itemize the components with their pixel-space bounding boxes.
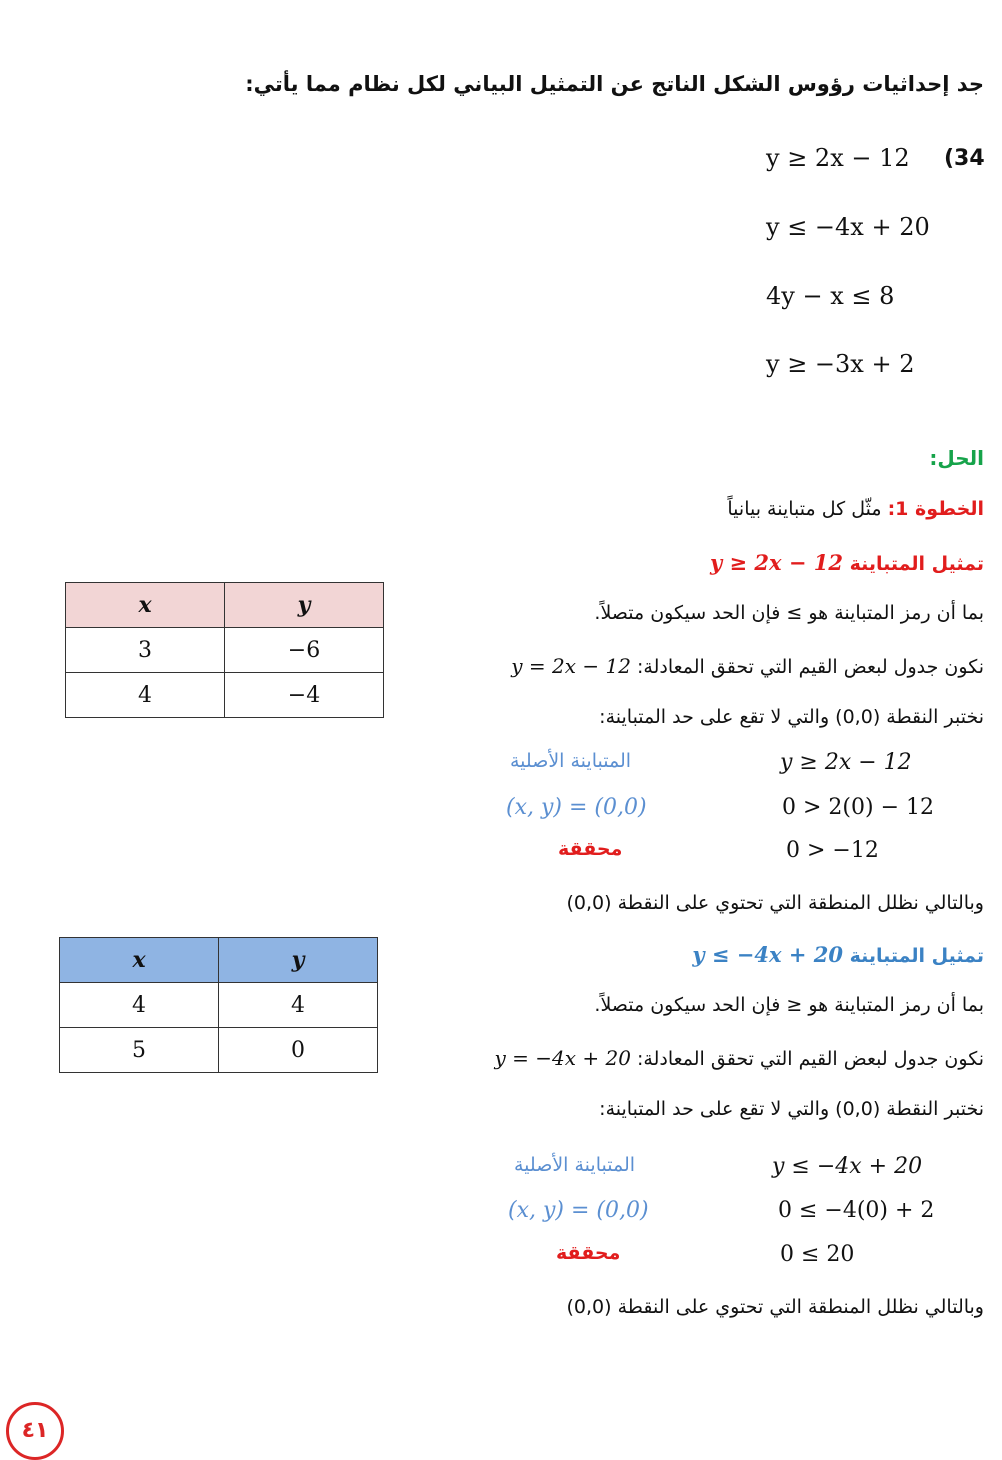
table-header-row <box>66 583 384 628</box>
part2-title <box>692 942 984 967</box>
part2-row3-math: 0 ≤ 20 <box>780 1242 855 1267</box>
part1-conclusion: وبالتالي نظلل المنطقة التي تحتوي على النقطة (0,0) <box>566 892 984 914</box>
part2-row2-label: (x, y) = (0,0) <box>508 1198 649 1223</box>
part1-row2-label: (x, y) = (0,0) <box>506 795 647 820</box>
part1-row3-math: 0 > −12 <box>786 838 879 863</box>
part2-row2-math: 0 ≤ −4(0) + 2 <box>778 1198 935 1223</box>
part1-row1-label: المتباينة الأصلية <box>510 750 632 772</box>
part2-values-table <box>59 937 378 1073</box>
table-cell: 5 <box>60 1028 219 1073</box>
part1-boundary-text: بما أن رمز المتباينة هو ≥ فإن الحد سيكون متصلاً. <box>594 602 984 624</box>
part1-title <box>710 550 984 575</box>
part1-values-table <box>65 582 384 718</box>
part1-test-text: نختبر النقطة (0,0) والتي لا تقع على حد المتباينة: <box>599 706 984 728</box>
table-cell: 3 <box>66 628 225 673</box>
part2-title-math: y ≤ −4x + 20 <box>692 942 843 967</box>
table-header-x: x <box>66 583 225 628</box>
system-inequality-4: y ≥ −3x + 2 <box>766 350 915 378</box>
step1-label: الخطوة 1: <box>887 498 984 520</box>
part1-title-text: تمثيل المتباينة <box>849 553 984 575</box>
part2-row1-label: المتباينة الأصلية <box>514 1154 636 1176</box>
part1-row1-math: y ≥ 2x − 12 <box>780 750 912 775</box>
part2-boundary-text: بما أن رمز المتباينة هو ≤ فإن الحد سيكون متصلاً. <box>594 994 984 1016</box>
table-header-x: x <box>60 938 219 983</box>
page-number-badge: ٤١ <box>6 1402 64 1460</box>
question-prompt: جد إحداثيات رؤوس الشكل الناتج عن التمثيل البياني لكل نظام مما يأتي: <box>245 72 984 96</box>
part2-equation: y = −4x + 20 <box>494 1046 631 1070</box>
table-row <box>66 628 384 673</box>
table-header-y: y <box>225 583 384 628</box>
part1-table-text-line <box>511 654 984 678</box>
question-number: (34 <box>944 146 985 171</box>
part1-row3-label: محققة <box>558 838 623 860</box>
part1-row2-math: 0 > 2(0) − 12 <box>782 795 934 820</box>
part2-conclusion: وبالتالي نظلل المنطقة التي تحتوي على النقطة (0,0) <box>566 1296 984 1318</box>
part2-table-text-line <box>494 1046 984 1070</box>
table-header-row <box>60 938 378 983</box>
table-cell: 4 <box>219 983 378 1028</box>
solution-heading: الحل: <box>929 446 984 470</box>
part2-row1-math: y ≤ −4x + 20 <box>772 1154 923 1179</box>
system-inequality-3: 4y − x ≤ 8 <box>766 282 895 310</box>
part2-title-text: تمثيل المتباينة <box>849 945 984 967</box>
step1-text: مثّل كل متباينة بيانياً <box>727 498 882 520</box>
part2-test-text: نختبر النقطة (0,0) والتي لا تقع على حد المتباينة: <box>599 1098 984 1120</box>
table-cell: 0 <box>219 1028 378 1073</box>
table-cell: 4 <box>60 983 219 1028</box>
table-row <box>60 983 378 1028</box>
part1-equation: y = 2x − 12 <box>511 654 631 678</box>
table-row <box>60 1028 378 1073</box>
part1-title-math: y ≥ 2x − 12 <box>709 550 843 575</box>
table-header-y: y <box>219 938 378 983</box>
system-inequality-1: y ≥ 2x − 12 <box>766 144 910 172</box>
table-cell: −6 <box>225 628 384 673</box>
part2-table-text: نكون جدول لبعض القيم التي تحقق المعادلة: <box>636 1048 984 1070</box>
part1-table-text: نكون جدول لبعض القيم التي تحقق المعادلة: <box>636 656 984 678</box>
table-cell: 4 <box>66 673 225 718</box>
table-cell: −4 <box>225 673 384 718</box>
table-row <box>66 673 384 718</box>
step1-line <box>727 498 984 520</box>
part2-row3-label: محققة <box>556 1242 621 1264</box>
system-inequality-2: y ≤ −4x + 20 <box>766 213 930 241</box>
